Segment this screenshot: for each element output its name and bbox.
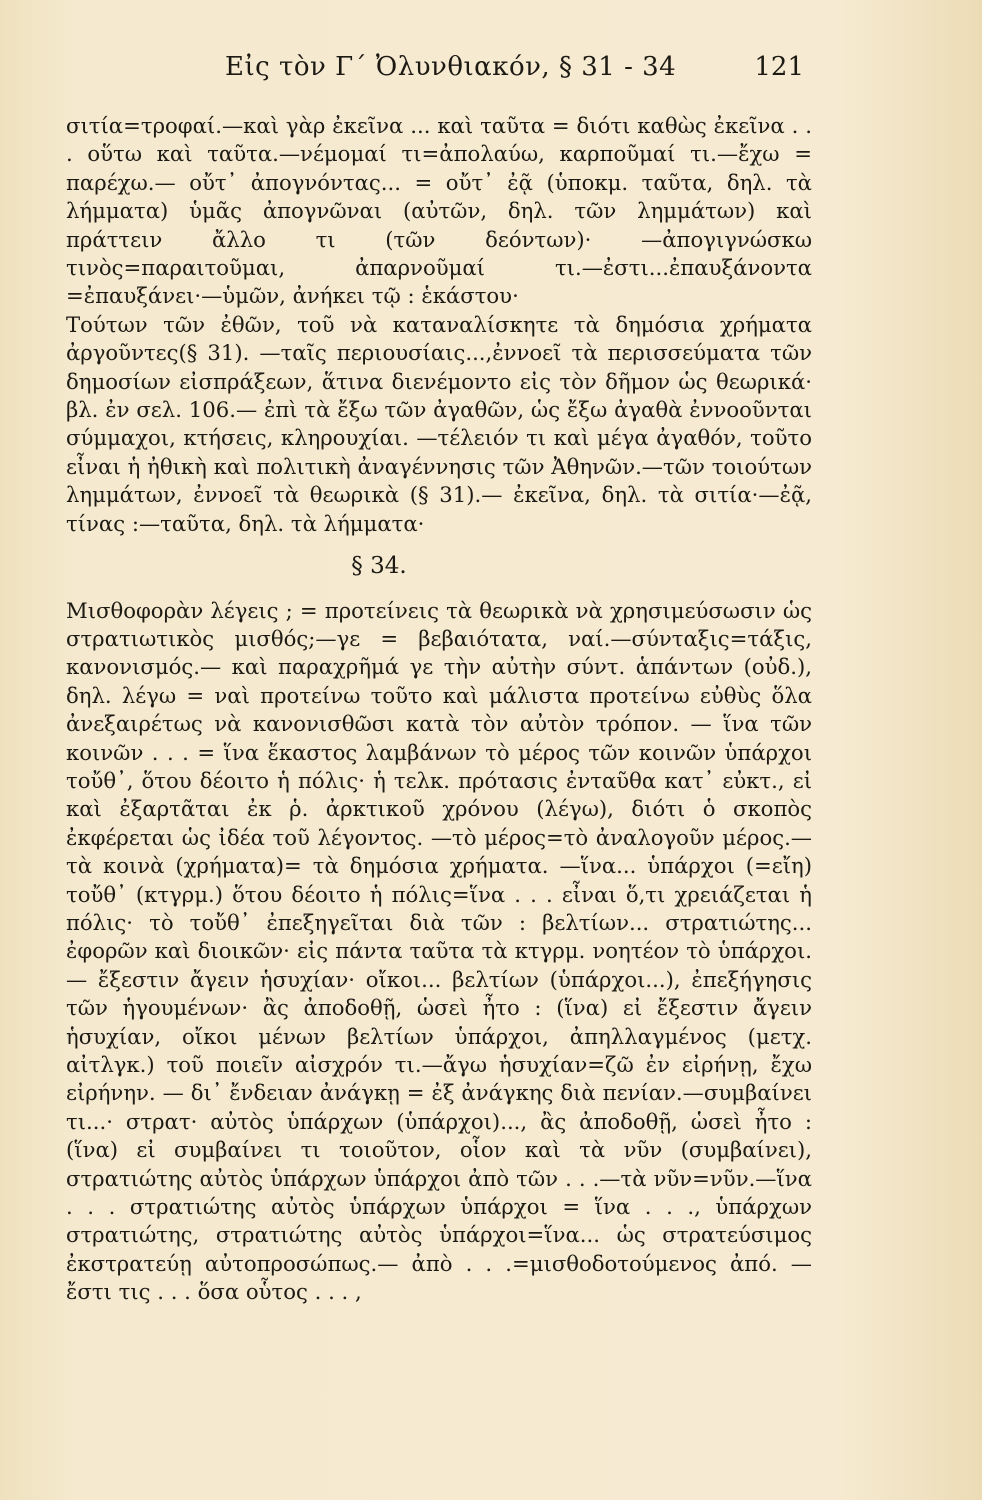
paragraph-commentary-1: σιτία=τροφαί.—καὶ γὰρ ἐκεῖνα ... καὶ ταῦτα = διότι καθὼς ἐκεῖνα . . . οὕτω καὶ ταῦτα.—νέμομαί τι=ἀπολαύω, καρποῦμαί τι.—ἔχω = παρέχω.— οὔτ᾽ ἀπογνόντας... = οὔτ᾽ ἐᾷ (ὑποκμ. ταῦτα, δηλ. τὰ λήμματα) ὑμᾶς ἀπογνῶναι (αὐτῶν, δηλ. τῶν λημμάτων) καὶ πράττειν ἄλλο τι (τῶν δεόντων)· —ἀπογιγνώσκω τινὸς=παραιτοῦμαι, ἀπαρνοῦμαί τι.—ἐστι...ἐπαυξάνοντα =ἐπαυξάνει·—ὑμῶν, ἀνήκει τῷ : ἑκάστου· [66, 113, 812, 309]
paragraph-commentary-2: Τούτων τῶν ἐθῶν, τοῦ νὰ καταναλίσκητε τὰ δημόσια χρήματα ἀργοῦντες(§ 31). —ταῖς περιουσίαις...,ἐννοεῖ τὰ περισσεύματα τῶν δημοσίων εἰσπράξεων, ἅτινα διενέμοντο εἰς τὸν δῆμον ὡς θεωρικά· βλ. ἐν σελ. 106.— ἐπὶ τὰ ἔξω τῶν ἀγαθῶν, ὡς ἔξω ἀγαθὰ ἐννοοῦνται σύμμαχοι, κτήσεις, κληρουχίαι. —τέλειόν τι καὶ μέγα ἀγαθόν, τοῦτο εἶναι ἡ ἠθικὴ καὶ πολιτικὴ ἀναγέννησις τῶν Ἀθηνῶν.—τῶν τοιούτων λημμάτων, ἐννοεῖ τὰ θεωρικὰ (§ 31).— ἐκεῖνα, δηλ. τὰ σιτία·—ἐᾷ, τίνας :—ταῦτα, δηλ. τὰ λήμματα· [66, 311, 812, 536]
page-number: 121 [754, 52, 804, 82]
running-title: Εἰς τὸν Γ΄ Ὀλυνθιακόν, § 31 - 34 [225, 52, 677, 82]
paragraph-commentary-3: Μισθοφορὰν λέγεις ; = προτείνεις τὰ θεωρικὰ νὰ χρησιμεύσωσιν ὡς στρατιωτικὸς μισθός;—γε = βεβαιότατα, ναί.—σύνταξις=τάξις, κανονισμός.— καὶ παραχρῆμά γε τὴν αὐτὴν σύντ. ἁπάντων (οὐδ.), δηλ. λέγω = ναὶ προτείνω τοῦτο καὶ μάλιστα προτείνω εὐθὺς ὅλα ἀνεξαιρέτως νὰ κανονισθῶσι κατὰ τὸν αὐτὸν τρόπον. — ἵνα τῶν κοινῶν . . . = ἵνα ἕκαστος λαμβάνων τὸ μέρος τῶν κοινῶν ὑπάρχοι τοὔθ᾽, ὅτου δέοιτο ἡ πόλις· ἡ τελκ. πρότασις ἐνταῦθα κατ᾽ εὐκτ., εἰ καὶ ἐξαρτᾶται ἐκ ῥ. ἀρκτικοῦ χρόνου (λέγω), διότι ὁ σκοπὸς ἐκφέρεται ὡς ἰδέα τοῦ λέγοντος. —τὸ μέρος=τὸ ἀναλογοῦν μέρος.—τὰ κοινὰ (χρήματα)= τὰ δημόσια χρήματα. —ἵνα... ὑπάρχοι (=εἴη) τοὔθ᾽ (κτγρμ.) ὅτου δέοιτο ἡ πόλις=ἵνα . . . εἶναι ὅ,τι χρειάζεται ἡ πόλις· τὸ τοὔθ᾽ ἐπεξηγεῖται διὰ τῶν : βελτίων... στρατιώτης... ἐφορῶν καὶ διοικῶν· εἰς πάντα ταῦτα τὰ κτγρμ. νοητέον τὸ ὑπάρχοι.— ἔξεστιν ἄγειν ἡσυχίαν· οἴκοι... βελτίων (ὑπάρχοι...), ἐπεξήγησις τῶν ἡγουμένων· ἂς ἀποδοθῇ, ὡσεὶ ἦτο : (ἵνα) εἰ ἔξεστιν ἄγειν ἡσυχίαν, οἴκοι μένων βελτίων ὑπάρχοι, ἀπηλλαγμένος (μετχ. αἰτλγκ.) τοῦ ποιεῖν αἰσχρόν τι.—ἄγω ἡσυχίαν=ζῶ ἐν εἰρήνῃ, ἔχω εἰρήνην. — δι᾽ ἔνδειαν ἀνάγκῃ = ἐξ ἀνάγκης διὰ πενίαν.—συμβαίνει τι...· στρατ· αὐτὸς ὑπάρχων (ὑπάρχοι)..., ἂς ἀποδοθῇ, ὡσεὶ ἦτο : (ἵνα) εἰ συμβαίνει τι τοιοῦτον, οἷον καὶ τὰ νῦν (συμβαίνει), στρατιώτης αὐτὸς ὑπάρχων ὑπάρχοι ἀπὸ τῶν . . .—τὰ νῦν=νῦν.—ἵνα . . . στρατιώτης αὐτὸς ὑπάρχων ὑπάρχοι = ἵνα . . ., ὑπάρχων στρατιώτης, στρατιώτης αὐτὸς ὑπάρχοι=ἵνα... ὡς στρατεύσιμος ἐκστρατεύῃ αὐτοπροσώπως.— ἀπὸ . . .=μισθοδοτούμενος ἀπό. —ἔστι τις . . . ὅσα οὗτος . . . , [66, 597, 812, 1305]
running-head [0, 52, 982, 92]
body-text [66, 112, 812, 1307]
section-heading: § 34. [351, 553, 407, 580]
